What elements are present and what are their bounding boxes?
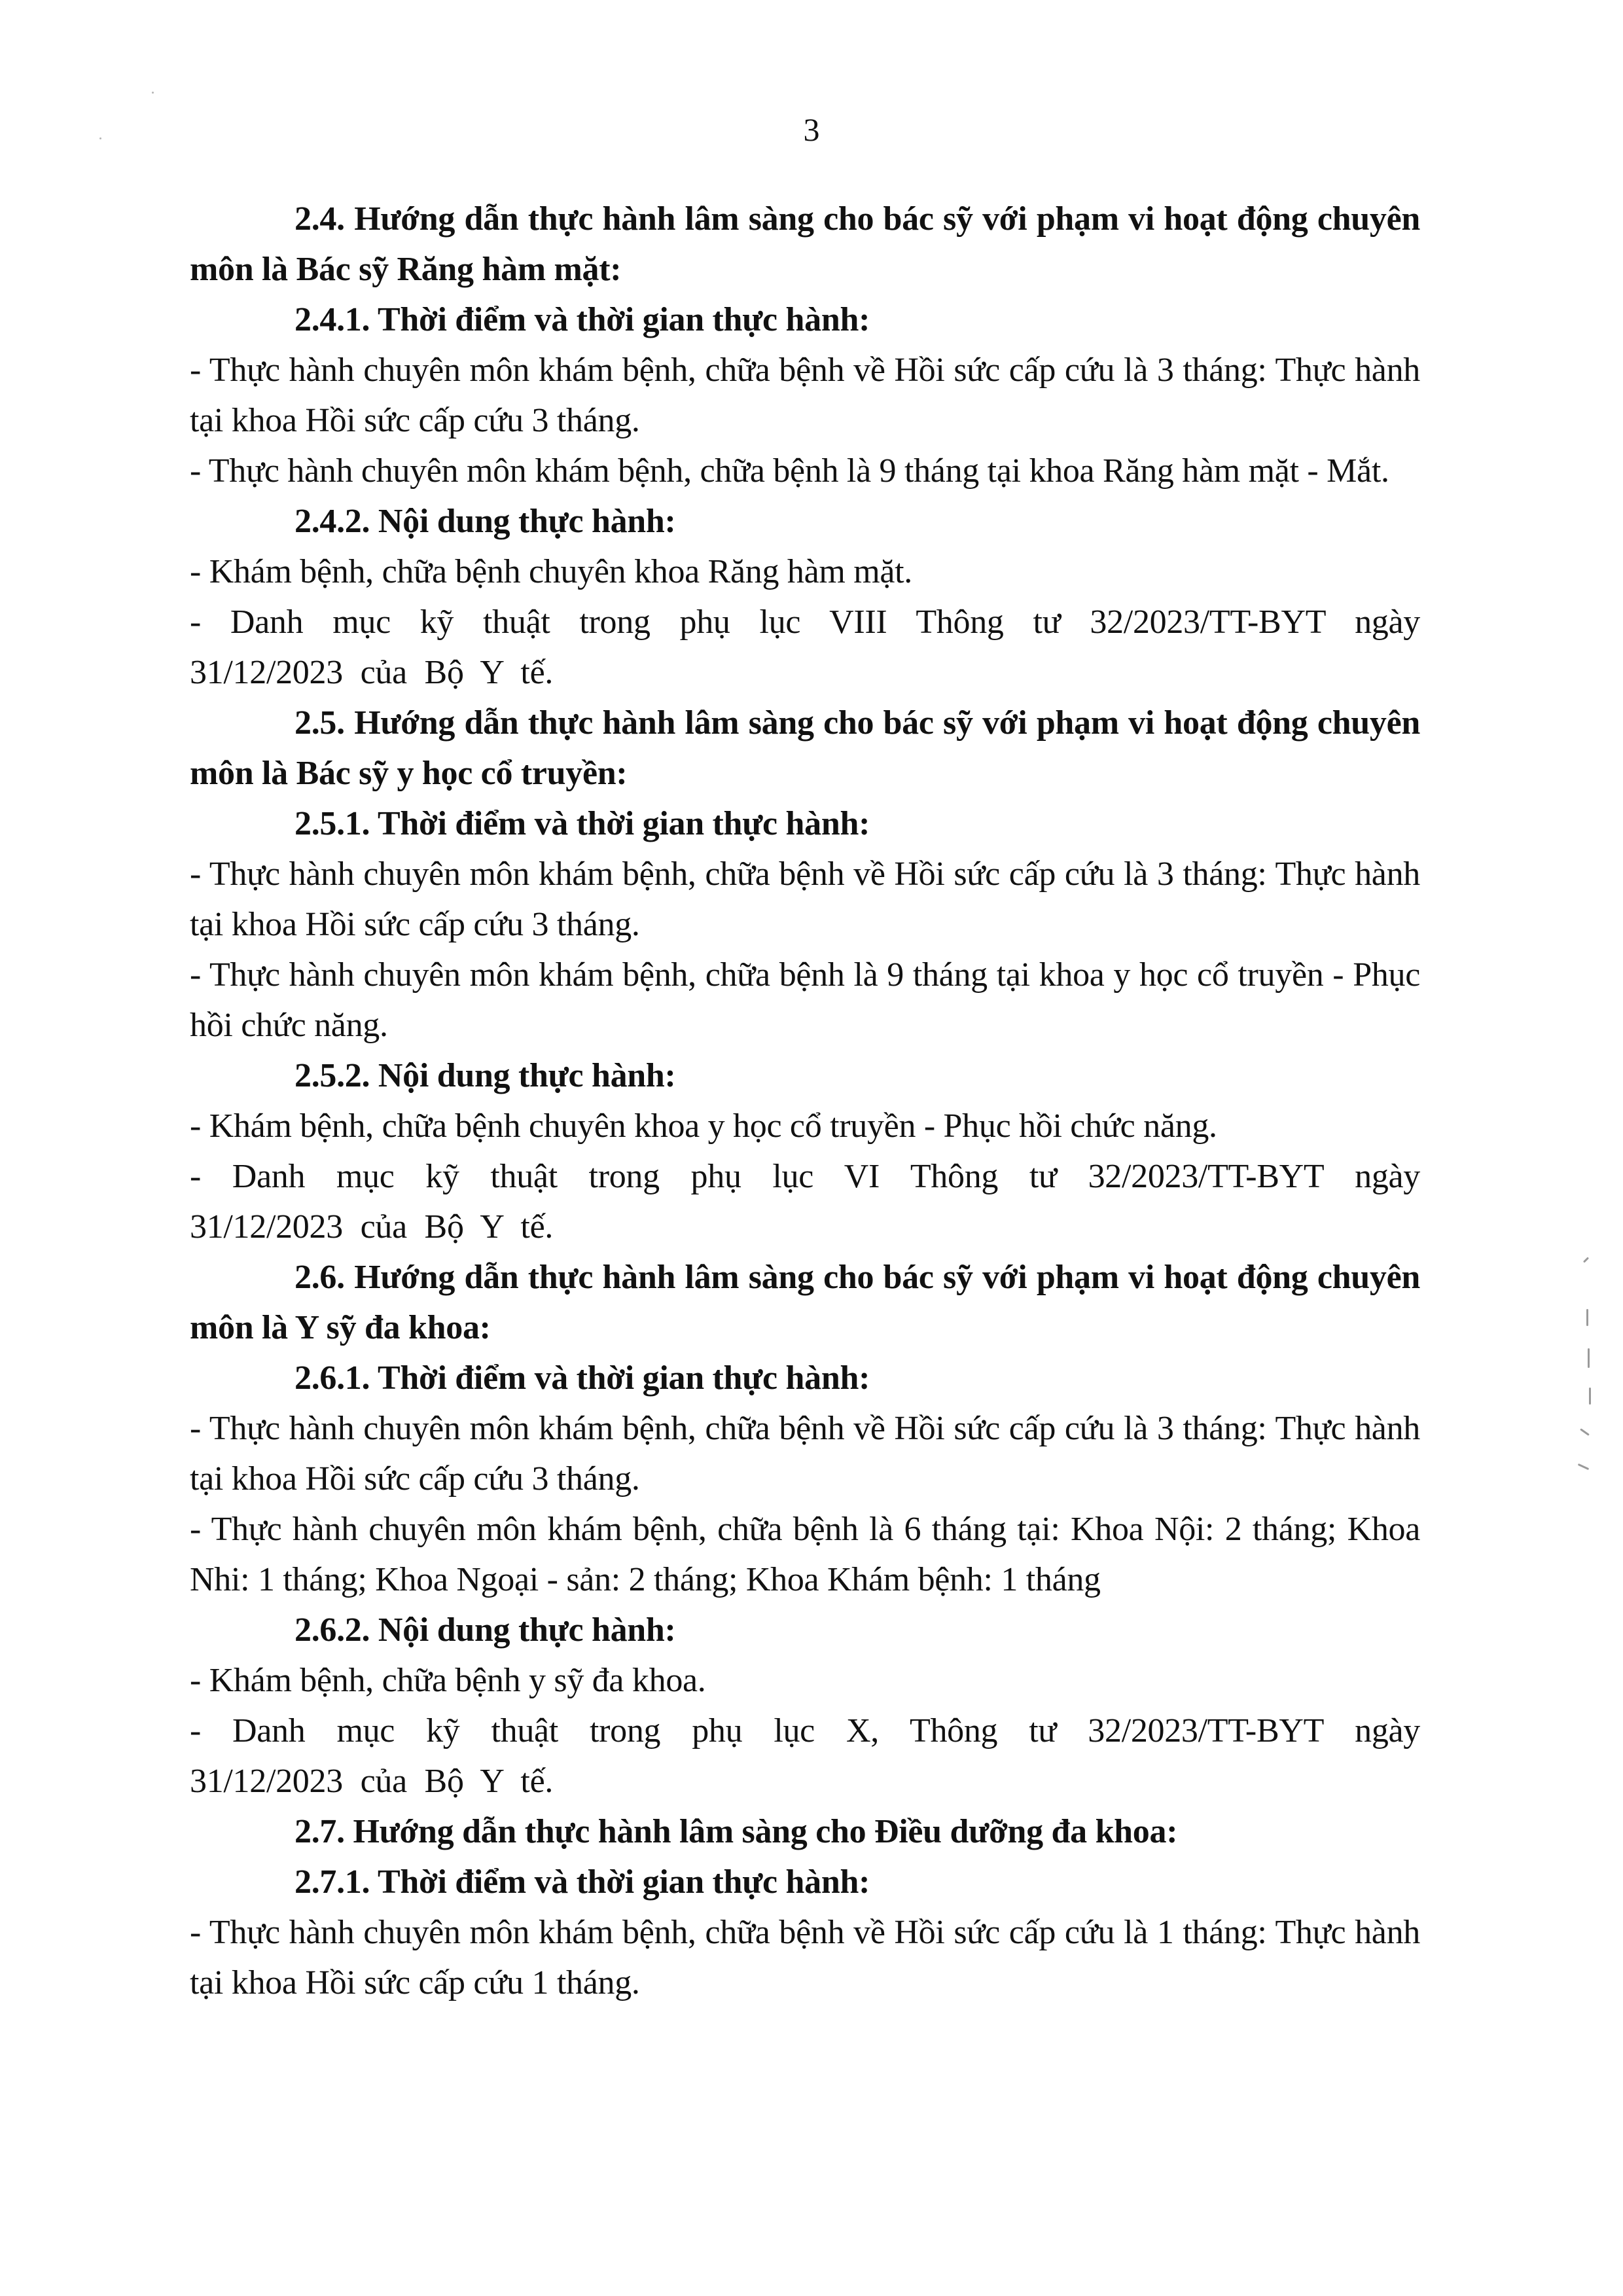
- list-item: - Khám bệnh, chữa bệnh chuyên khoa y học cổ truyền - Phục hồi chức năng.: [190, 1107, 1217, 1145]
- list-item: - Thực hành chuyên môn khám bệnh, chữa bệnh về Hồi sức cấp cứu là 3 tháng: Thực hành tại khoa Hồi sức cấp cứu 3 tháng.: [190, 351, 1420, 439]
- scan-speck: [152, 92, 154, 94]
- section-heading: 2.5. Hướng dẫn thực hành lâm sàng cho bác sỹ với phạm vi hoạt động chuyên môn là Bác sỹ y học cổ truyền:: [190, 704, 1420, 792]
- list-item: - Thực hành chuyên môn khám bệnh, chữa bệnh về Hồi sức cấp cứu là 1 tháng: Thực hành tại khoa Hồi sức cấp cứu 1 tháng.: [190, 1914, 1420, 2001]
- subsection-title: 2.7.1. Thời điểm và thời gian thực hành:: [294, 1863, 870, 1901]
- section-2-7: [190, 1806, 1420, 2008]
- list-item: - Thực hành chuyên môn khám bệnh, chữa bệnh về Hồi sức cấp cứu là 3 tháng: Thực hành tại khoa Hồi sức cấp cứu 3 tháng.: [190, 1410, 1420, 1498]
- section-heading: 2.7. Hướng dẫn thực hành lâm sàng cho Điều dưỡng đa khoa:: [294, 1813, 1178, 1850]
- section-2-5: [190, 698, 1420, 1252]
- list-item: - Khám bệnh, chữa bệnh chuyên khoa Răng hàm mặt.: [190, 553, 913, 590]
- list-item: - Thực hành chuyên môn khám bệnh, chữa bệnh là 9 tháng tại khoa y học cổ truyền - Phục hồi chức năng.: [190, 956, 1420, 1044]
- subsection-title: 2.5.1. Thời điểm và thời gian thực hành:: [294, 805, 870, 842]
- section-heading: 2.4. Hướng dẫn thực hành lâm sàng cho bác sỹ với phạm vi hoạt động chuyên môn là Bác sỹ Răng hàm mặt:: [190, 200, 1420, 288]
- section-heading: 2.6. Hướng dẫn thực hành lâm sàng cho bác sỹ với phạm vi hoạt động chuyên môn là Y sỹ đa khoa:: [190, 1259, 1420, 1346]
- document-body: [190, 194, 1420, 2008]
- subsection-title: 2.4.1. Thời điểm và thời gian thực hành:: [294, 301, 870, 338]
- subsection-title: 2.5.2. Nội dung thực hành:: [294, 1057, 676, 1094]
- list-item: - Thực hành chuyên môn khám bệnh, chữa bệnh là 6 tháng tại: Khoa Nội: 2 tháng; Khoa Nhi: 1 tháng; Khoa Ngoại - sản: 2 tháng; Khoa Khám bệnh: 1 tháng: [190, 1511, 1420, 1598]
- section-2-4: [190, 194, 1420, 698]
- list-item: - Thực hành chuyên môn khám bệnh, chữa bệnh về Hồi sức cấp cứu là 3 tháng: Thực hành tại khoa Hồi sức cấp cứu 3 tháng.: [190, 855, 1420, 943]
- section-2-6: [190, 1252, 1420, 1806]
- subsection-title: 2.4.2. Nội dung thực hành:: [294, 503, 676, 540]
- list-item: - Khám bệnh, chữa bệnh y sỹ đa khoa.: [190, 1662, 706, 1699]
- page-number: 3: [803, 111, 820, 148]
- list-item: - Thực hành chuyên môn khám bệnh, chữa bệnh là 9 tháng tại khoa Răng hàm mặt - Mắt.: [190, 452, 1389, 490]
- scan-speck: [99, 137, 101, 139]
- list-item: - Danh mục kỹ thuật trong phụ lục VI Thông tư 32/2023/TT-BYT ngày 31/12/2023 của Bộ Y tế.: [190, 1158, 1420, 1246]
- subsection-title: 2.6.2. Nội dung thực hành:: [294, 1611, 676, 1649]
- list-item: - Danh mục kỹ thuật trong phụ lục X, Thông tư 32/2023/TT-BYT ngày 31/12/2023 của Bộ Y tế.: [190, 1712, 1420, 1800]
- scan-artifacts: [1577, 1257, 1603, 1479]
- list-item: - Danh mục kỹ thuật trong phụ lục VIII Thông tư 32/2023/TT-BYT ngày 31/12/2023 của Bộ Y tế.: [190, 603, 1420, 691]
- subsection-title: 2.6.1. Thời điểm và thời gian thực hành:: [294, 1359, 870, 1397]
